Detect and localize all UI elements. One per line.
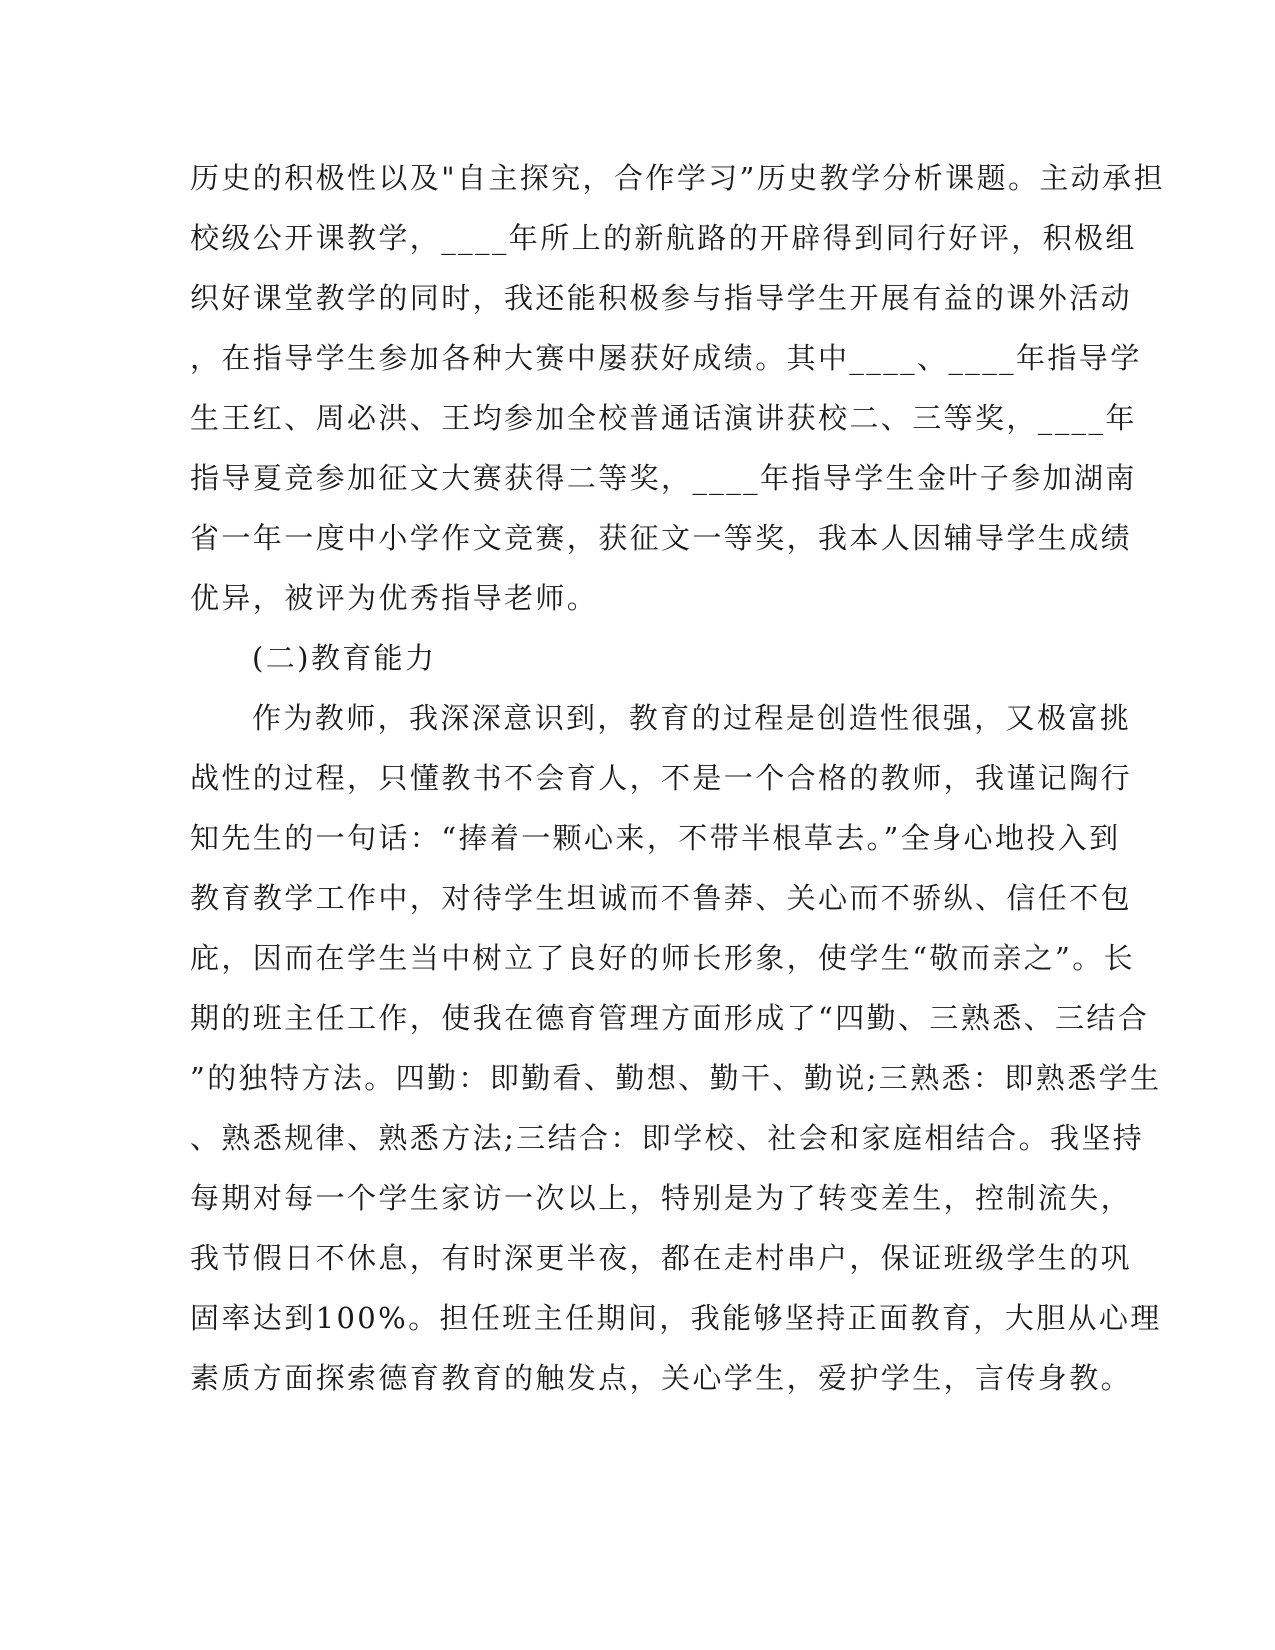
text-line: 知先生的一句话：“捧着一颗心来，不带半根草去。”全身心地投入到 [190,821,1121,855]
text-line: 期的班主任工作，使我在德育管理方面形成了“四勤、三熟悉、三结合 [190,1001,1150,1035]
text-line: 指导夏竞参加征文大赛获得二等奖，____年指导学生金叶子参加湖南 [190,461,1137,495]
text-line: 校级公开课教学，____年所上的新航路的开辟得到同行好评，积极组 [190,221,1137,255]
text-line: 素质方面探索德育教育的触发点，关心学生，爱护学生，言传身教。 [190,1361,1133,1395]
text-line: 教育教学工作中，对待学生坦诚而不鲁莽、关心而不骄纵、信任不包 [190,881,1133,915]
text-line: ”的独特方法。四勤：即勤看、勤想、勤干、勤说;三熟悉：即熟悉学生 [190,1061,1162,1095]
text-line: 省一年一度中小学作文竞赛，获征文一等奖，我本人因辅导学生成绩 [190,521,1133,555]
text-line: 历史的积极性以及"自主探究，合作学习”历史教学分析课题。主动承担 [190,161,1165,195]
text-line: 我节假日不休息，有时深更半夜，都在走村串户，保证班级学生的巩 [190,1241,1133,1275]
section-heading: (二)教育能力 [252,641,437,675]
text-line: 庇，因而在学生当中树立了良好的师长形象，使学生“敬而亲之”。长 [190,941,1136,975]
text-line: 战性的过程，只懂教书不会育人，不是一个合格的教师，我谨记陶行 [190,761,1133,795]
text-line: 、熟悉规律、熟悉方法;三结合：即学校、社会和家庭相结合。我坚持 [190,1121,1145,1155]
text-line: 织好课堂教学的同时，我还能积极参与指导学生开展有益的课外活动 [190,281,1133,315]
text-line: 每期对每一个学生家访一次以上，特别是为了转变差生，控制流失， [190,1181,1133,1215]
text-line: ，在指导学生参加各种大赛中屡获好成绩。其中____、____年指导学 [190,341,1142,375]
text-line: 优异，被评为优秀指导老师。 [190,581,599,615]
text-line: 作为教师，我深深意识到，教育的过程是创造性很强，又极富挑 [252,701,1132,735]
text-line: 固率达到100%。担任班主任期间，我能够坚持正面教育，大胆从心理 [190,1301,1162,1335]
text-line: 生王红、周必洪、王均参加全校普通话演讲获校二、三等奖，____年 [190,401,1137,435]
